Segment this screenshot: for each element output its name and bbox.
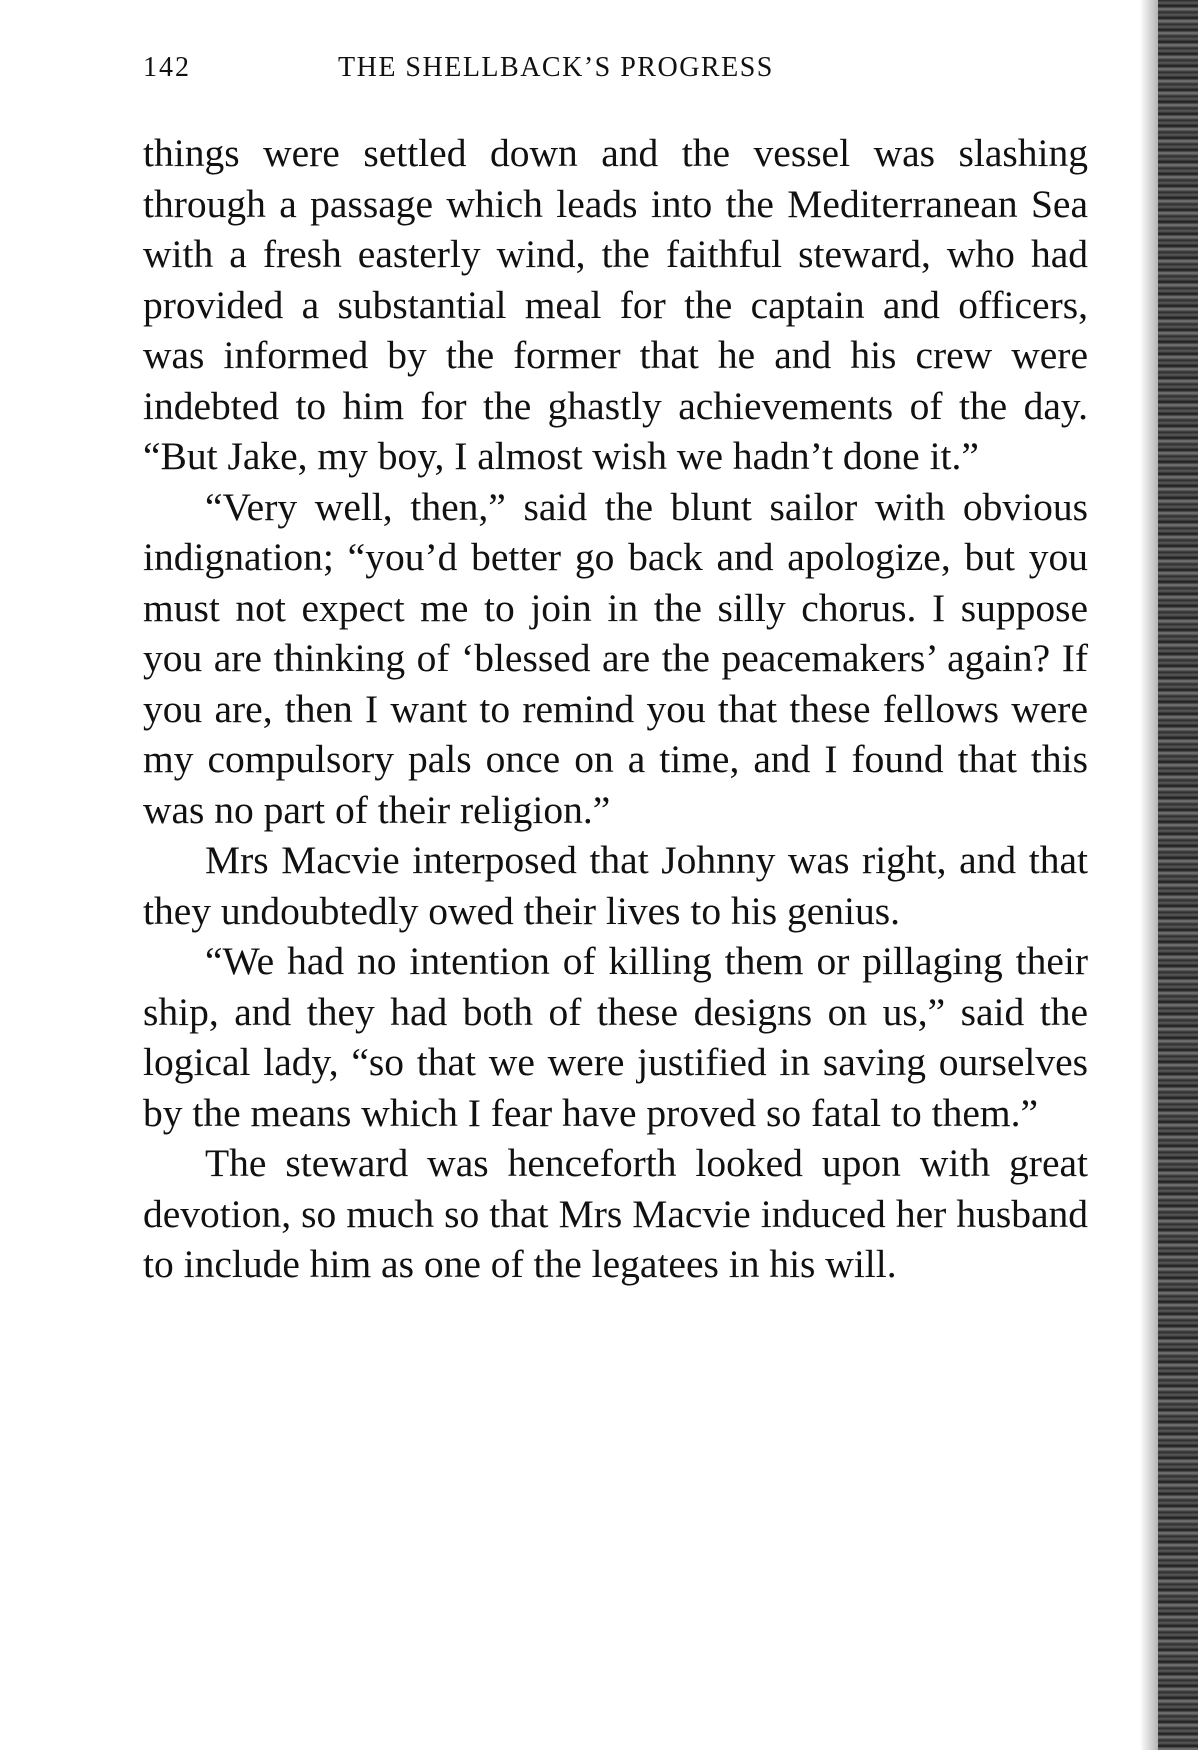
page-number: 142 <box>143 52 191 83</box>
paragraph: “We had no intention of killing them or pillaging their ship, and they had both of these designs on us,” said the logical lady, “so that we were justified in saving ourselves by the means which I fear have proved so fatal to them.” <box>143 939 1088 1135</box>
page-header <box>143 52 1088 92</box>
body-text <box>143 128 1088 1290</box>
paragraph: The steward was henceforth looked upon with great devotion, so much so that Mrs Macvie induced her husband to include him as one of the legatees in his will. <box>143 1141 1088 1286</box>
paragraph-continued: things were settled down and the vessel was slashing through a passage which leads into the Mediterranean Sea with a fresh easterly wind, the faithful steward, who had provided a substantial meal for the captain and officers, was informed by the former that he and his crew were indebted to him for the ghastly achievements of the day. “But Jake, my boy, I almost wish we hadn’t done it.” <box>143 131 1088 478</box>
page-edge-fade <box>1140 0 1158 1750</box>
running-title: THE SHELLBACK’S PROGRESS <box>338 52 774 83</box>
paragraph: “Very well, then,” said the blunt sailor with obvious indignation; “you’d better go back and apologize, but you must not expect me to join in the silly chorus. I suppose you are thinking of ‘blessed are the peacemakers’ again? If you are, then I want to remind you that these fellows were my compulsory pals once on a time, and I found that this was no part of their religion.” <box>143 484 1088 832</box>
paragraph: Mrs Macvie interposed that Johnny was right, and that they undoubtedly owed their lives to his genius. <box>143 838 1088 933</box>
scan-edge-shadow <box>1158 0 1198 1750</box>
